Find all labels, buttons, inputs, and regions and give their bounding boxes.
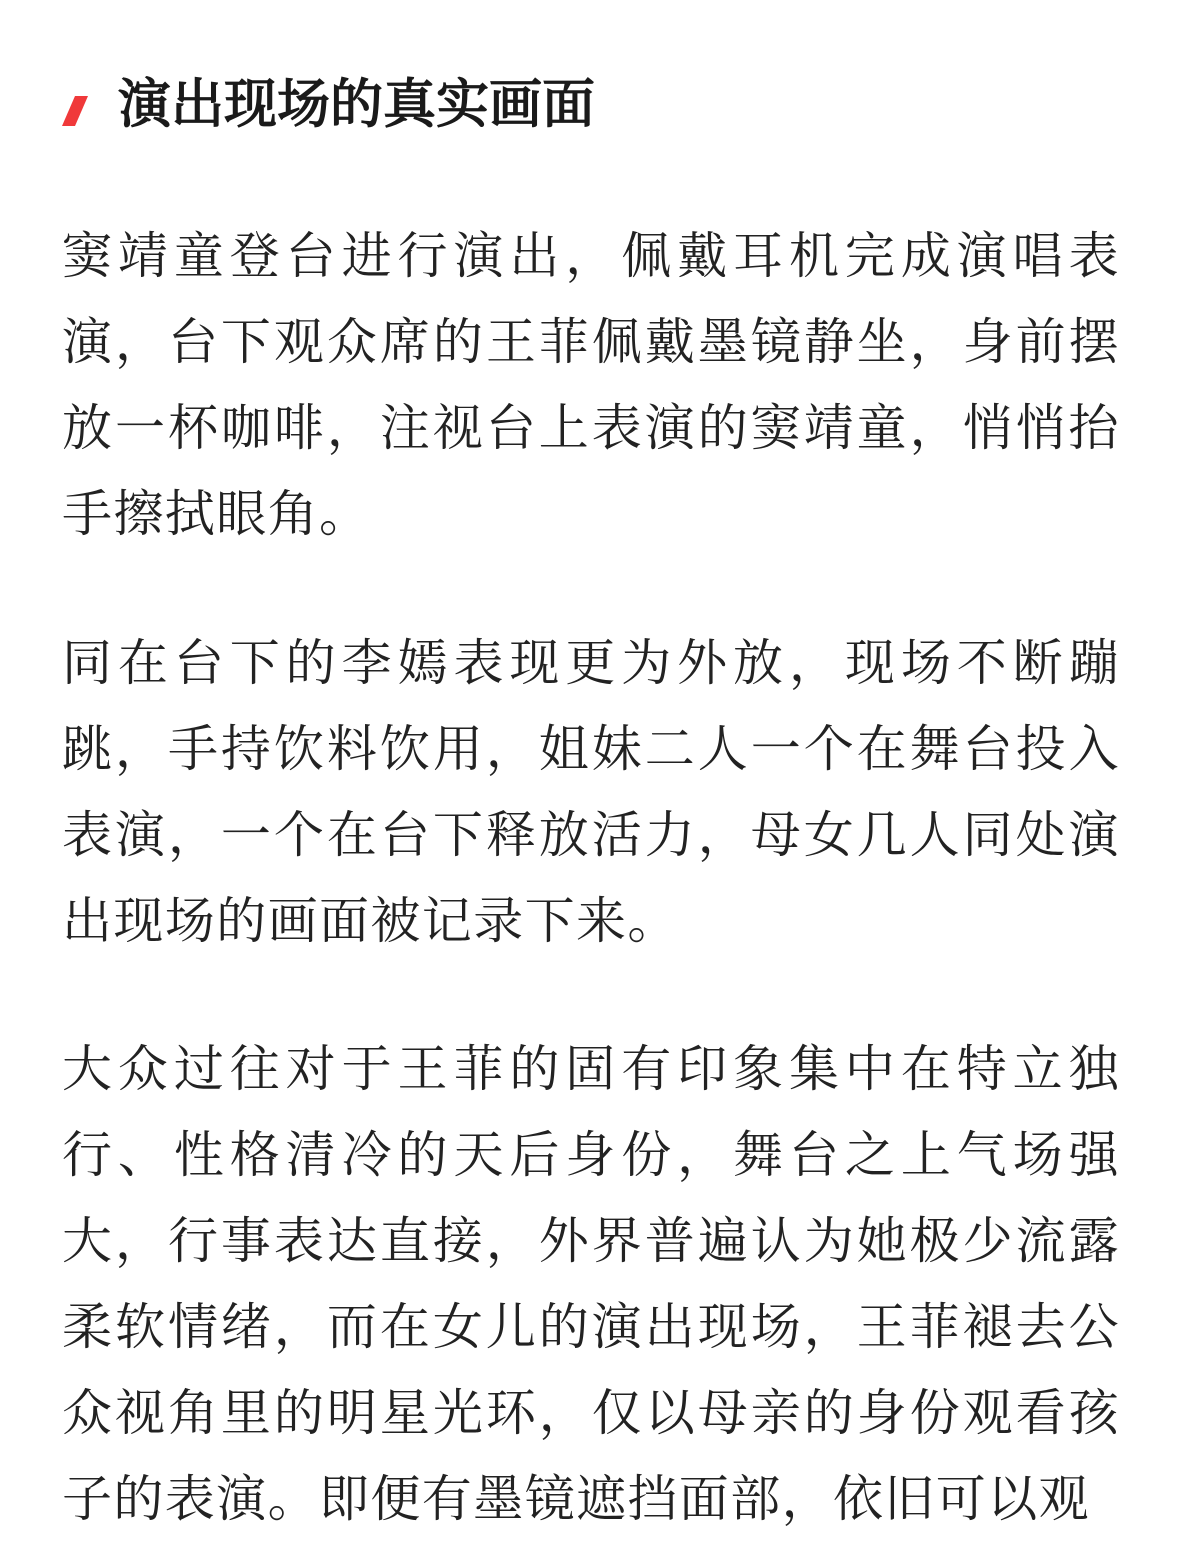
paragraph: 窦靖童登台进行演出，佩戴耳机完成演唱表演，台下观众席的王菲佩戴墨镜静坐，身前摆放一杯咖啡，注视台上表演的窦靖童，悄悄抬手擦拭眼角。	[62, 227, 1120, 543]
section-heading	[62, 70, 1120, 140]
paragraph: 同在台下的李嫣表现更为外放，现场不断蹦跳，手持饮料饮用，姐妹二人一个在舞台投入表演，一个在台下释放活力，母女几人同处演出现场的画面被记录下来。	[62, 634, 1120, 950]
slash-accent-icon	[62, 70, 88, 140]
section-heading-text: 演出现场的真实画面	[118, 74, 595, 135]
paragraph: 大众过往对于王菲的固有印象集中在特立独行、性格清冷的天后身份，舞台之上气场强大，行事表达直接，外界普遍认为她极少流露柔软情绪，而在女儿的演出现场，王菲褪去公众视角里的明星光环，仅以母亲的身份观看孩子的表演。即便有墨镜遮挡面部，依旧可以观	[62, 1040, 1120, 1528]
